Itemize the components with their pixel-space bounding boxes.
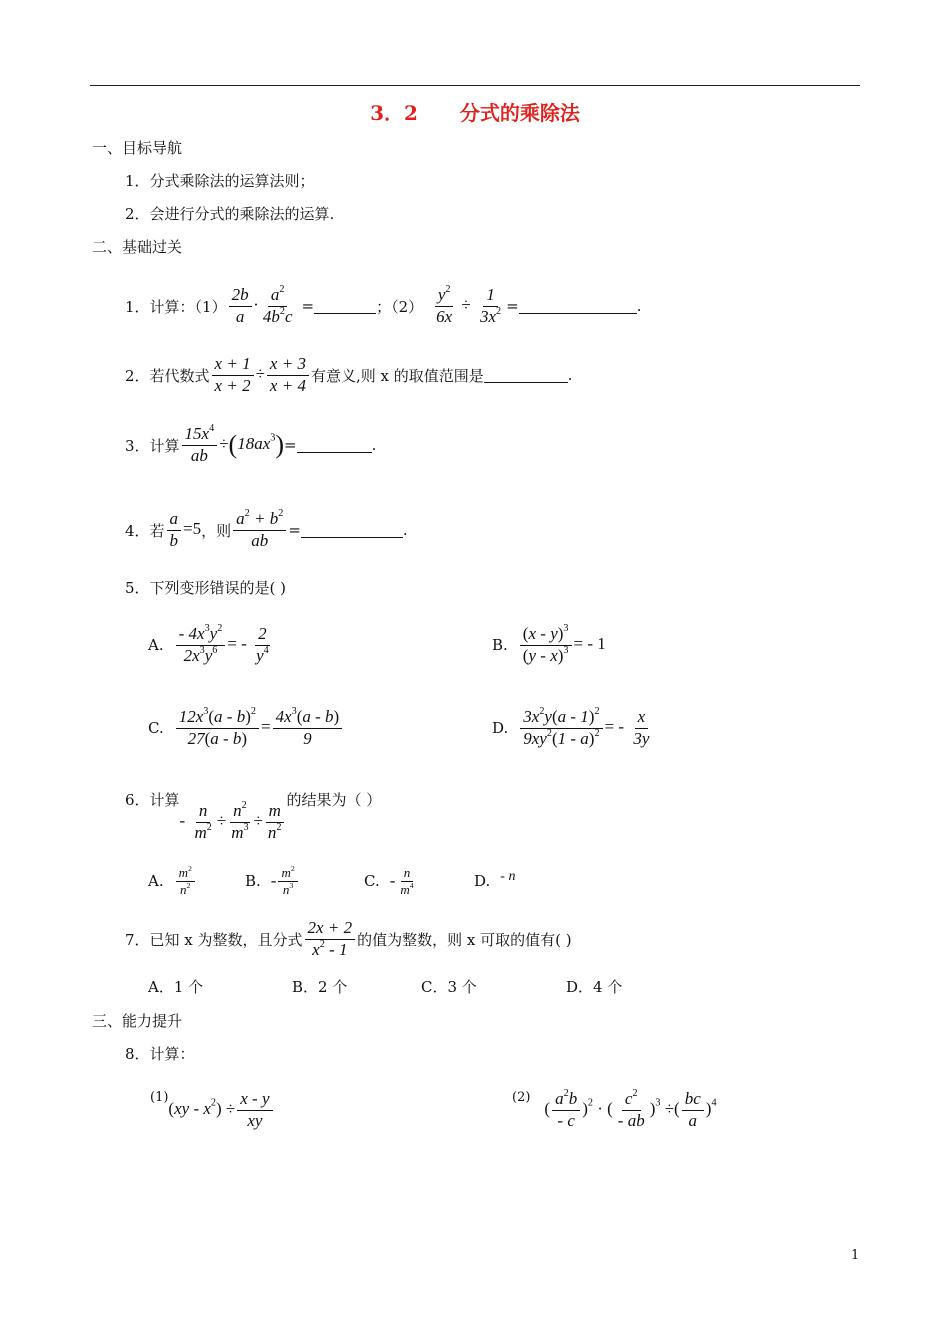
q6-option-c[interactable]: C. - $\frac{n}{m^4}$ xyxy=(364,864,414,897)
question-8: 8．计算： xyxy=(125,1045,195,1063)
q5-option-c-expr: $\frac{12x^3(a - b)^2}{27(a - b)}$ = $\frac{4x^3(a - b)}{9}$ xyxy=(174,707,345,749)
q4-expr: $\frac{a^2 + b^2}{ab}$ xyxy=(231,509,288,551)
q3-answer-blank[interactable] xyxy=(297,437,372,453)
q3-end: . xyxy=(371,436,377,454)
q4-lead: 4．若 xyxy=(125,521,165,540)
q8-part-2-label: (2) xyxy=(512,1090,531,1105)
q7-expr: $\frac{2x + 2}{x^2 - 1}$ xyxy=(303,918,358,960)
page-title xyxy=(0,97,950,126)
page-number: 1 xyxy=(851,1248,860,1263)
q6-option-b-label: B. xyxy=(245,872,261,890)
question-1: 1．计算：（1） $\frac{2b}{a}$ · $\frac{a^2}{4b^2c}$ = ；（2） $\frac{y^2}{6x}$ ÷ $\frac{1}{3x^2}$ = . xyxy=(125,283,642,326)
header-rule xyxy=(90,85,860,86)
q2-expr: $\frac{x + 1}{x + 2}$ ÷ $\frac{x + 3}{x + 4}$ xyxy=(210,354,311,396)
question-2 xyxy=(125,350,573,400)
question-3: 3．计算 $\frac{15x^4}{ab}$ $\div(18ax^3)$ = . xyxy=(125,422,377,465)
q1-expr-1: $\frac{2b}{a}$ · $\frac{a^2}{4b^2c}$ xyxy=(227,285,298,327)
q1-mid: ；（2） xyxy=(376,297,424,316)
q4-mid: ，则 xyxy=(201,521,232,540)
q1-answer-blank-1[interactable] xyxy=(314,298,376,314)
question-5-stem: 5．下列变形错误的是( ) xyxy=(125,579,287,597)
q7-option-a[interactable]: A．1 个 xyxy=(148,978,204,996)
q4-end: . xyxy=(402,521,408,539)
q5-option-a[interactable] xyxy=(148,620,274,670)
q5-option-d-expr: $\frac{3x^2y(a - 1)^2}{9xy^2(1 - a)^2}$ = - $\frac{x}{3y}$ xyxy=(518,707,654,749)
q5-option-a-label: A. xyxy=(148,636,164,654)
q1-expr-2: $\frac{y^2}{6x}$ ÷ $\frac{1}{3x^2}$ xyxy=(436,283,502,326)
q8-part-1-label: (1) xyxy=(150,1090,169,1105)
q1-answer-blank-2[interactable] xyxy=(519,298,637,314)
q2-lead: 2．若代数式 xyxy=(125,366,210,385)
q6-end: 的结果为（ ） xyxy=(286,791,382,809)
q2-mid: 有意义,则 x 的取值范围是 xyxy=(310,366,484,385)
q8-part-2-expr: ( $\frac{a^2b}{- c}$ )$^2$ · ( $\frac{c^2}{- ab}$ )$^3$ ÷( $\frac{bc}{a}$ )$^4$ xyxy=(544,1087,717,1130)
q7-option-c[interactable]: C．3 个 xyxy=(421,978,477,996)
q6-option-d[interactable]: D. - n xyxy=(474,869,516,890)
section-1-heading: 一、目标导航 xyxy=(92,139,183,157)
q5-option-c[interactable] xyxy=(148,703,344,753)
title-number: 3．2 xyxy=(370,101,418,125)
question-6 xyxy=(125,785,382,842)
q4-condition: $\frac{a}{b}$ =5 xyxy=(165,509,202,551)
q6-option-c-label: C. xyxy=(364,872,380,890)
q3-expr: $\frac{15x^4}{ab}$ $\div(18ax^3)$ xyxy=(180,424,284,466)
q1-lead: 1．计算：（1） xyxy=(125,297,227,316)
q8-part-1-expr: $(xy - x^2)$ ÷ $\frac{x - y}{xy}$ xyxy=(168,1089,274,1131)
q6-option-a[interactable]: A. $\frac{m^2}{n^2}$ xyxy=(148,858,197,904)
q8-part-1 xyxy=(150,1084,275,1136)
q4-answer-blank[interactable] xyxy=(301,522,403,538)
question-4: 4．若 $\frac{a}{b}$ =5 ，则 $\frac{a^2 + b^2}{ab}$ = . xyxy=(125,507,408,550)
q6-option-a-label: A. xyxy=(148,872,164,890)
objective-2: 2．会进行分式的乘除法的运算. xyxy=(125,205,335,223)
q5-option-b[interactable] xyxy=(492,620,606,670)
q7-lead: 7．已知 x 为整数，且分式 xyxy=(125,930,303,949)
q7-option-b[interactable]: B．2 个 xyxy=(292,978,348,996)
section-2-heading: 二、基础过关 xyxy=(92,238,183,256)
q1-end: . xyxy=(636,297,642,315)
q7-end: 的值为整数，则 x 可取的值有( ) xyxy=(357,930,572,949)
q8-part-2 xyxy=(512,1084,717,1136)
q5-option-d[interactable] xyxy=(492,703,654,753)
q2-answer-blank[interactable] xyxy=(484,367,568,383)
q2-end: . xyxy=(567,366,573,384)
q6-option-b[interactable]: B. - $\frac{m^2}{n^3}$ xyxy=(245,858,300,904)
q5-option-a-expr: $\frac{- 4x^3y^2}{2x^3y^6}$ = - $\frac{2}{y^4}$ xyxy=(174,624,274,666)
q7-option-d[interactable]: D．4 个 xyxy=(566,978,623,996)
q5-option-d-label: D. xyxy=(492,719,509,737)
q5-option-c-label: C. xyxy=(148,719,164,737)
question-7 xyxy=(125,914,572,964)
section-3-heading: 三、能力提升 xyxy=(92,1012,183,1030)
q5-option-b-expr: $\frac{(x - y)^3}{(y - x)^3}$ = - 1 xyxy=(518,624,606,666)
q6-expr: - $\frac{n}{m^2}$ ÷ $\frac{n^2}{m^3}$ ÷ $\frac{m}{n^2}$ xyxy=(180,801,287,843)
q6-lead: 6．计算 xyxy=(125,791,180,809)
objective-1: 1．分式乘除法的运算法则； xyxy=(125,172,315,190)
title-text: 分式的乘除法 xyxy=(459,101,580,125)
q6-option-d-label: D. xyxy=(474,872,491,890)
q5-option-b-label: B. xyxy=(492,636,508,654)
q3-lead: 3．计算 xyxy=(125,436,180,455)
